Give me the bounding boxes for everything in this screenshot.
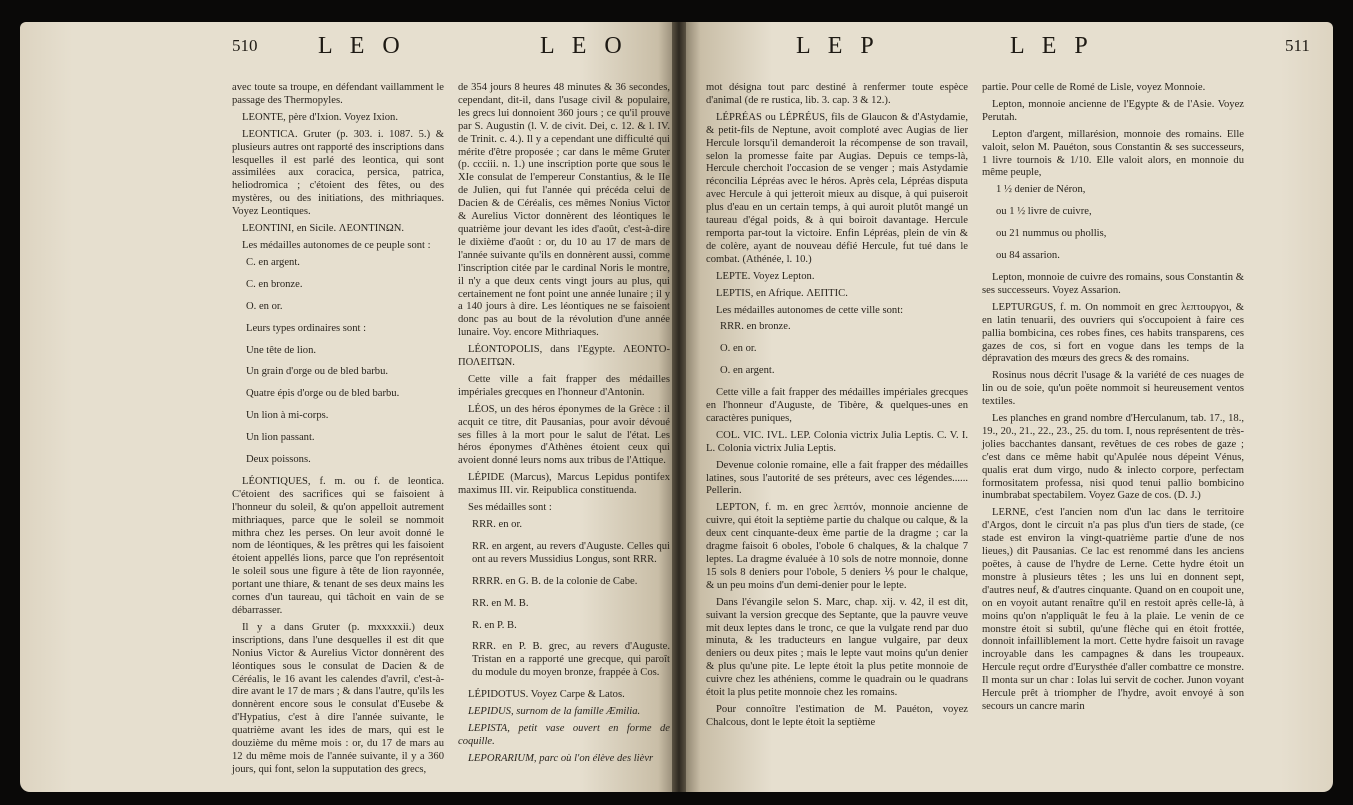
paragraph: Lepton d'argent, millarésion, monnoie des romains. Elle valoit, selon M. Pauéton, sous Constantin & ses successeurs, 1 livre tournois & 1/10. Elle valoit alors, en monnoie du même peuple, [982, 128, 1244, 179]
paragraph: R. en P. B. [472, 619, 517, 631]
paragraph: LEONTE, père d'Ixion. Voyez Ixion. [242, 111, 398, 123]
paragraph: Ses médailles sont : [468, 502, 552, 514]
paragraph: RRRR. en G. B. de la colonie de Cabe. [472, 575, 638, 587]
left-running-title-2: L E O [540, 33, 628, 59]
paragraph: LEPISTA, petit vase ouvert en forme de coquille. [458, 722, 670, 747]
paragraph: LEPIDUS, surnom de la famille Æmilia. [468, 706, 641, 718]
left-col-1 [232, 82, 444, 781]
paragraph: ou 84 assarion. [996, 250, 1060, 262]
paragraph: RRR. en or. [472, 519, 523, 530]
paragraph: LEPTON, f. m. en grec λεπτόν, monnoie ancienne de cuivre, qui étoit la septième partie du chalque ou calque, & la deux cent cinquante-deux ème partie de la dragme ; car la dragme faisoit 6 oboles, l'obole 6 chalques, & la chalque 7 leptes. La dragme évaluée à 10 sols de notre monnoie, donne 15 sols 8 deniers pour l'obole, 5 deniers ⅕ pour le chalque, & un peu moins d'un demi-denier pour le lepte. [706, 502, 968, 591]
paragraph: Lepton, monnoie de cuivre des romains, sous Constantin & ses successeurs. Voyez Assarion. [982, 271, 1244, 296]
paragraph: RRR. en P. B. grec, au revers d'Auguste. Tristan en a rapporté une grecque, qui paroît du module du moyen bronze, frappée à Cos. [472, 641, 670, 679]
paragraph: Un lion passant. [246, 432, 315, 444]
right-col-2 [982, 82, 1244, 718]
paragraph: Une tête de lion. [246, 344, 317, 356]
paragraph: ou 21 nummus ou phollis, [996, 228, 1107, 240]
paragraph: 1 ½ denier de Néron, [996, 184, 1086, 196]
paragraph: partie. Pour celle de Romé de Lisle, voyez Monnoie. [982, 82, 1206, 93]
paragraph: LEONTICA. Gruter (p. 303. i. 1087. 5.) & plusieurs autres ont rapporté des inscriptions dans lesquelles il est parlé des leontica, qui sont assimilées aux coracica, persica, patrica, heliodromica ; c'étoient des fêtes, ou des mystères, ou des initiations, des mithriaques. Voyez Leontiques. [232, 128, 444, 218]
paragraph: LÉPRÉAS ou LÉPRÉUS, fils de Glaucon & d'Astydamie, & petit-fils de Neptune, avoit comploté avec Augias de lier Hercule lorsqu'il demanderoit la récompense de son travail, selon la promesse faite par Augias. Depuis ce temps-là, Hercule cherchoit l'occasion de se venger ; mais Astydamie réconcilia Lépréas avec le héros. Après cela, Lépréas disputa avec Hercule à qui jetteroit mieux au disque, à qui puiseroit plus d'eau en un certain temps, à qui auroit plutôt mangé un taureau d'égal poids, & à qui boiroit davantage. Hercule remporta par-tout la victoire. Enfin Lépréas, plein de vin & de colère, ayant de nouveau défié Hercule, fut tué dans le combat. (Athénée, l. 10.) [706, 111, 968, 265]
paragraph: Un grain d'orge ou de bled barbu. [246, 366, 389, 378]
paragraph: LÉONTIQUES, f. m. ou f. de leontica. C'étoient des sacrifices qui se faisoient à l'honneur du soleil, & qu'on appelloit autrement mithriaques, parce que le soleil se nommoit mithra chez les perses. On leur avoit donné le nom de léontiques, & les prêtres qui les faisoient étoient appellés lions, parce que l'on représentoit le soleil sous une figure à tête de lion rayonnée, portant une thiare, & tenant de ses deux mains les cornes d'un taureau, qui tâchoit en vain de se débarrasser. [232, 475, 444, 616]
paragraph: mot désigna tout parc destiné à renfermer toute espèce d'animal (de re rustica, lib. 3. cap. 3 & 12.). [706, 82, 968, 106]
paragraph: Un lion à mi-corps. [246, 410, 329, 422]
paragraph: Leurs types ordinaires sont : [246, 322, 367, 334]
paragraph: LEPTURGUS, f. m. On nommoit en grec λεπτουργοι, & en latin tenuarii, des ouvriers qui s'occupoient à faire ces pallia bombicina, ces robes fines, ces habits transparens, ces gazes de cos, si fort en vogue dans les temps de la dépravation des mœurs des grecs & des romains. [982, 301, 1244, 365]
paragraph: Dans l'évangile selon S. Marc, chap. xij. v. 42, il est dit, suivant la version grecque des Septante, que la pauvre veuve mit deux leptes dans le tronc, ce que la vulgate rend par duo minuta, & les traducteurs en langue vulgaire, par deux deniers ou deux pites ; mais le lepte vaut moins qu'un denier & plus qu'une pite. Le lepte étoit la plus petite monnoie de cuivre chez les athéniens, comme le quadrain ou le quadrans étoit la plus petite monnoie chez les romains. [706, 596, 968, 699]
paragraph: Lepton, monnoie ancienne de l'Egypte & de l'Asie. Voyez Perutah. [982, 98, 1244, 123]
paragraph: LÉONTOPOLIS, dans l'Egypte. ΛΕΟΝΤΟ-ΠΟΛΕΙΤΩΝ. [458, 344, 670, 369]
right-running-title-2: L E P [1010, 33, 1094, 59]
paragraph: LÉOS, un des héros éponymes de la Grèce : il acquit ce titre, dit Pausanias, pour avoir dévoué ses filles à la mort pour le salut de l'état. Les héros éponymes d'Athènes étoient ceux qui avoient donné leurs noms aux tribus de l'Attique. [458, 403, 670, 467]
paragraph: LERNE, c'est l'ancien nom d'un lac dans le territoire d'Argos, dont le circuit n'a pas plus d'un tiers de stade, (ce stade est environ la vingt-quatrième partie d'une de nos lieues,) dit Pausanias. Ce lac est renommé dans les anciens poëtes, à cause de l'hydre de Lerne. Cette hydre étoit un monstre à plusieurs têtes ; les uns lui en donnent sept, d'autres neuf, & d'autres cinquante. Quand on en coupoit une, on en voyoit autant renaître qu'il en restoit après celle-là, à moins qu'on n'appliquât le feu à la plaie. Le venin de ce monstre étoit si subtil, qu'une flèche qui en étoit frottée, donnoit infailliblement la mort. Cette hydre faisoit un ravage incroyable dans les campagnes & dans les troupeaux. Hercule reçut ordre d'Eurysthée d'aller combattre ce monstre. Il monta sur un char : Iolas lui servit de cocher. Junon voyant Hercule prêt à triompher de l'hydre, avoit envoyé à son secours un cancre marin [982, 507, 1244, 712]
paragraph: ou 1 ½ livre de cuivre, [996, 206, 1092, 218]
paragraph: de 354 jours 8 heures 48 minutes & 36 secondes, cependant, dit-il, dans l'usage civil & populaire, les grecs lui donnoient 360 jours ; ce qu'il prouve par S. Augustin (l. V. de civit. Dei, c. 12. & l. IV. de Trinit. c. 4.). Il y a cependant une difficulté qui mérite d'être proposée ; car dans le même Gruter (p. ccciii. n. 1.) une inscription porte que sous le XIe consulat de l'empereur Constantius, & le IIe de Julien, qui fut l'année qui précéda celui de Dacien & de Céréalis, ces mêmes Nonius Victor & Aurelius Victor donnèrent des léontiques le quatrième jour devant les ides d'août, c'est-à-dire le dixième d'août : or, du 10 au 17 de mars de l'année suivante qu'ils en donnèrent aussi, comme l'inscription citée par le cardinal Noris le montre, il n'y a que deux cents vingt jours au plus, qui certainement ne font point une année lunaire ; il y a 140 jours à dire. Les léontiques ne se faisoient donc pas au bout de la révolution d'une année lunaire. Voy. encore Mithriaques. [458, 82, 670, 339]
paragraph: Les médailles autonomes de cette ville sont: [716, 304, 904, 316]
paragraph: O. en argent. [720, 365, 775, 377]
paragraph: Pour connoître l'estimation de M. Pauéton, voyez Chalcous, dont le lepte étoit la septième [706, 703, 968, 728]
paragraph: Les planches en grand nombre d'Herculanum, tab. 17., 18., 19., 20., 21., 22., 23., 25. du tom. I, nous représentent de très-jolies bacchantes dansant, revêtues de ces robes de gaze ; c'est dans ce même habit qu'Apulée nous dépeint Vénus, qualis erat dum virgo, nudo & inlecto corpore, perfectam formositatem professa, nisi quod tenui pallio bombicino inumbrabat spectabilem. Voyez Gaze de cos. (D. J.) [982, 413, 1244, 502]
paragraph: Les médailles autonomes de ce peuple sont : [242, 239, 431, 251]
paragraph: Quatre épis d'orge ou de bled barbu. [246, 388, 400, 400]
paragraph: LEPTIS, en Afrique. ΛΕΠΤΙC. [716, 287, 848, 299]
left-running-title: L E O [318, 33, 406, 59]
paragraph: RR. en M. B. [472, 597, 529, 609]
left-col-2 [458, 82, 670, 770]
paragraph: C. en argent. [246, 256, 300, 268]
paragraph: avec toute sa troupe, en défendant vaillamment le passage des Thermopyles. [232, 82, 444, 106]
left-page-number: 510 [232, 36, 258, 55]
paragraph: Rosinus nous décrit l'usage & la variété de ces nuages de lin ou de soie, qu'un poëte nommoit si heureusement ventos textiles. [982, 370, 1244, 408]
paragraph: O. en or. [720, 343, 757, 355]
paragraph: Cette ville a fait frapper des médailles impériales grecques en l'honneur d'Antonin. [458, 373, 670, 398]
paragraph: Cette ville a fait frapper des médailles impériales grecques en l'honneur d'Auguste, de Tibère, & quelques-unes en caractères puniques, [706, 387, 968, 424]
paragraph: COL. VIC. IVL. LEP. Colonia victrix Julia Leptis. C. V. I. L. Colonia victrix Julia Leptis. [706, 429, 968, 454]
paragraph: Il y a dans Gruter (p. mxxxxxii.) deux inscriptions, dans l'une desquelles il est dit que Nonius Victor & Aurelius Victor donnèrent des léontiques sous le consulat de Dacien & de Céréalis, le 16 avant les calendes d'avril, c'est-à-dire avant le 17 de mars ; & dans l'autre, qu'ils les donnèrent encore sous le consulat d'Eusebe & d'Hypatius, c'est à dire l'année suivante, le quatrième avant les ides de mars, qui est le douzième du même mois : or, du 17 de mars au 12 du même mois de l'année suivante, il y a 360 jours, qui font, selon la supputation des grecs, [232, 621, 444, 775]
paragraph: RR. en argent, au revers d'Auguste. Celles qui ont au revers Mussidius Longus, sont RRR. [472, 540, 670, 565]
right-running-title: L E P [796, 33, 880, 59]
right-page-number: 511 [1285, 36, 1310, 55]
paragraph: LÉPIDE (Marcus), Marcus Lepidus pontifex maximus III. vir. Reipublica constituenda. [458, 472, 670, 497]
paragraph: LEONTINI, en Sicile. ΛΕΟΝΤΙΝΩΝ. [242, 223, 405, 235]
paragraph: LEPORARIUM, parc où l'on élève des lièvr [468, 752, 654, 764]
paragraph: O. en or. [246, 300, 283, 312]
book-gutter [672, 22, 686, 792]
right-col-1 [706, 82, 968, 734]
paragraph: C. en bronze. [246, 278, 303, 290]
paragraph: Devenue colonie romaine, elle a fait frapper des médailles latines, sous l'autorité de ses préteurs, avec ces légendes...... Pellerin. [706, 459, 968, 497]
paragraph: LÉPIDOTUS. Voyez Carpe & Latos. [468, 689, 625, 701]
paragraph: Deux poissons. [246, 454, 311, 466]
paragraph: RRR. en bronze. [720, 321, 791, 333]
paragraph: LEPTE. Voyez Lepton. [716, 270, 815, 282]
